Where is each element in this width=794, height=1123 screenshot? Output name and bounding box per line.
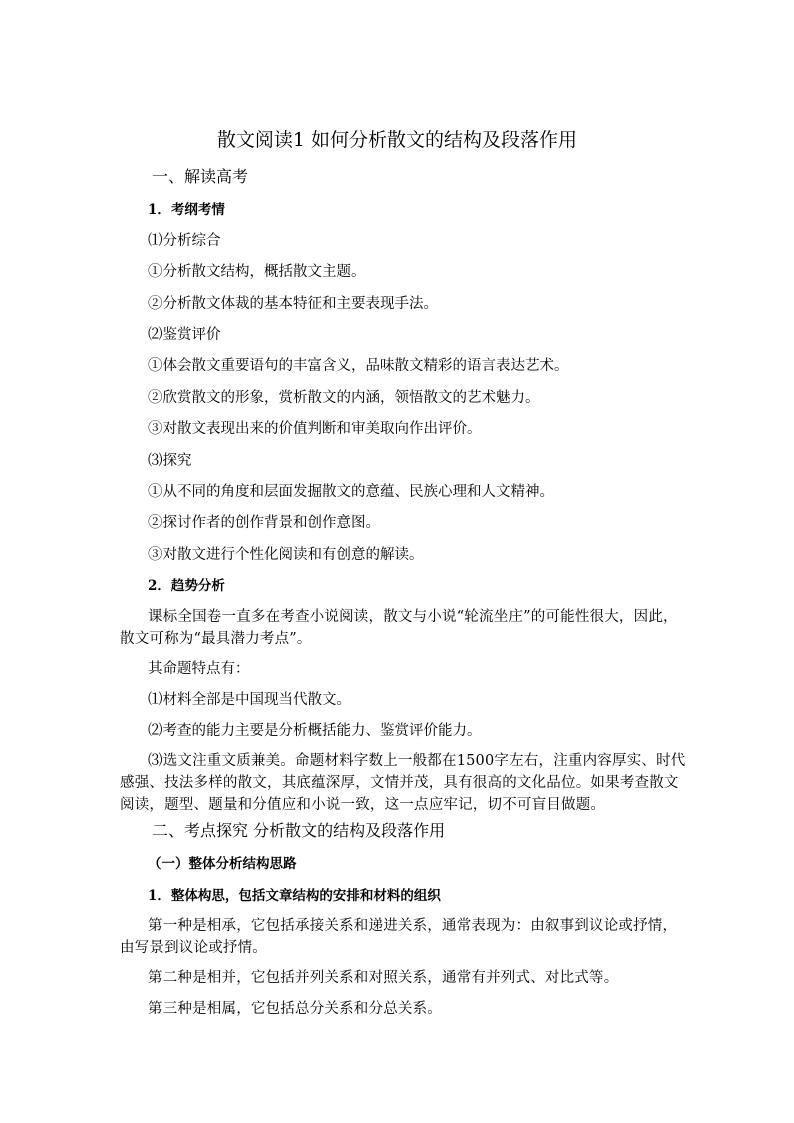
paragraph-first-type: 第一种是相承，它包括承接关系和递进关系，通常表现为：由叙事到议论或抒情，由写景到议论或抒情。 bbox=[120, 918, 678, 956]
list-item: ②分析散文体裁的基本特征和主要表现手法。 bbox=[148, 296, 438, 312]
subheading-trend-analysis: 2．趋势分析 bbox=[148, 578, 225, 594]
label-explore: ⑶探究 bbox=[148, 453, 192, 469]
section2-heading: 二、考点探究 分析散文的结构及段落作用 bbox=[152, 821, 446, 840]
label-analysis: ⑴分析综合 bbox=[148, 233, 221, 249]
list-item: ②欣赏散文的形象，赏析散文的内涵，领悟散文的艺术魅力。 bbox=[148, 390, 540, 406]
point-overall-structure: 1．整体构思，包括文章结构的安排和材料的组织 bbox=[148, 888, 441, 904]
list-item: ①从不同的角度和层面发掘散文的意蕴、民族心理和人文精神。 bbox=[148, 484, 554, 500]
section1-heading: 一、解读高考 bbox=[152, 167, 249, 186]
label-appreciation: ⑵鉴赏评价 bbox=[148, 327, 221, 343]
trend-paragraph: 课标全国卷一直多在考查小说阅读，散文与小说“轮流坐庄”的可能性很大，因此，散文可称为“最具潜力考点”。 bbox=[120, 609, 678, 647]
list-item: ①体会散文重要语句的丰富含义，品味散文精彩的语言表达艺术。 bbox=[148, 358, 569, 374]
list-item: ⑴材料全部是中国现当代散文。 bbox=[148, 692, 351, 708]
paragraph-second-type: 第二种是相并，它包括并列关系和对照关系，通常有并列式、对比式等。 bbox=[148, 970, 619, 986]
features-label: 其命题特点有： bbox=[148, 661, 250, 677]
paragraph-third-type: 第三种是相属，它包括总分关系和分总关系。 bbox=[148, 1001, 442, 1017]
subheading-structure: （一）整体分析结构思路 bbox=[148, 856, 297, 872]
list-item: ③对散文表现出来的价值判断和审美取向作出评价。 bbox=[148, 421, 482, 437]
list-item: ⑵考查的能力主要是分析概括能力、鉴赏评价能力。 bbox=[148, 723, 482, 739]
feature3-paragraph: ⑶选文注重文质兼美。命题材料字数上一般都在1500字左右，注重内容厚实、时代感强、技法多样的散文，其底蕴深厚，文情并茂，具有很高的文化品位。如果考查散文阅读，题型、题量和分值应和小说一致，这一点应牢记，切不可盲目做题。 bbox=[120, 753, 686, 813]
document-title: 散文阅读1 如何分析散文的结构及段落作用 bbox=[216, 129, 578, 151]
list-item: ③对散文进行个性化阅读和有创意的解读。 bbox=[148, 547, 424, 563]
subheading-exam-outline: 1．考纲考情 bbox=[148, 202, 225, 218]
list-item: ②探讨作者的创作背景和创作意图。 bbox=[148, 515, 380, 531]
list-item: ①分析散文结构，概括散文主题。 bbox=[148, 264, 366, 280]
